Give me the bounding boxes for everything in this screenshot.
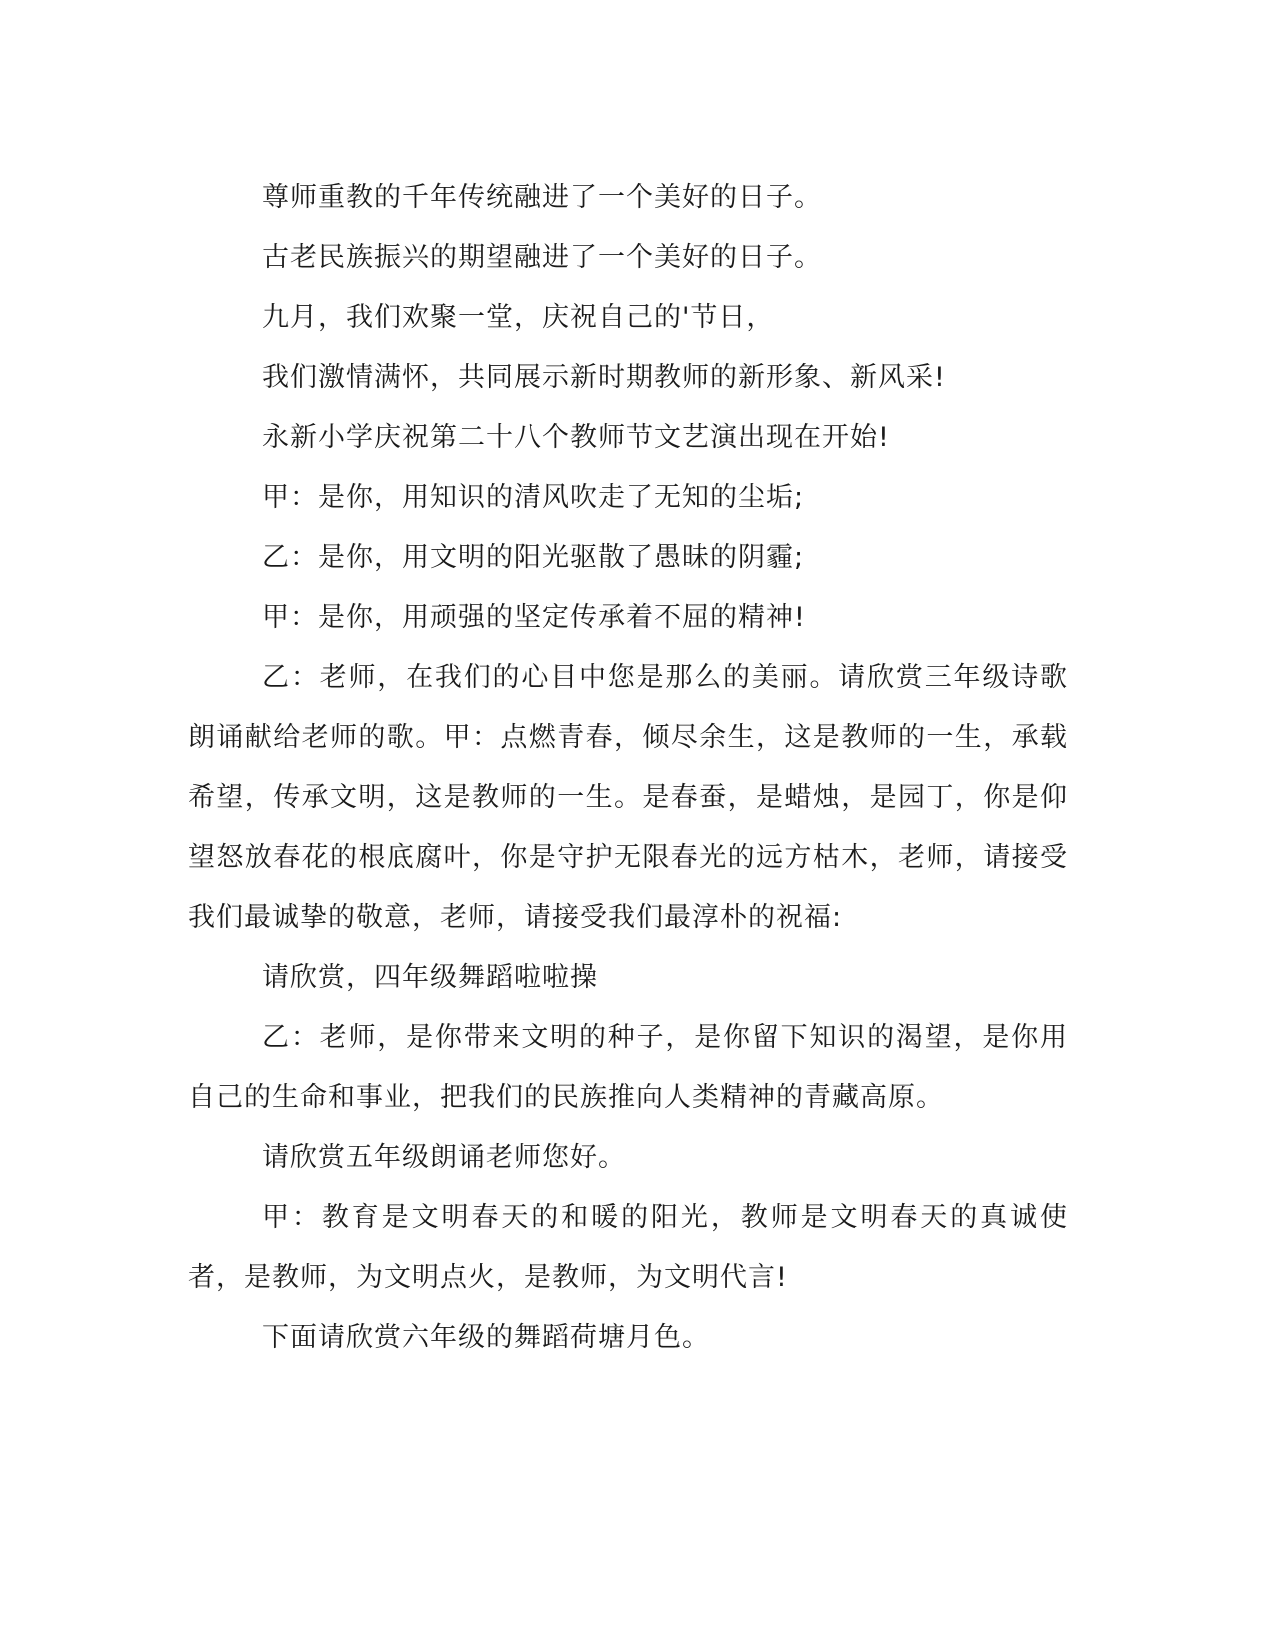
paragraph-6: 甲：是你，用知识的清风吹走了无知的尘垢; xyxy=(262,482,805,513)
paragraph-9: 乙：老师，在我们的心目中您是那么的美丽。请欣赏三年级诗歌朗诵献给老师的歌。甲：点燃青春，倾尽余生，这是教师的一生，承载希望，传承文明，这是教师的一生。是春蚕，是蜡烛，是园丁，你是仰望怒放春花的根底腐叶，你是守护无限春光的远方枯木，老师，请接受我们最诚挚的敬意，老师，请接受我们最淳朴的祝福: xyxy=(188,662,1068,933)
paragraph-3: 九月，我们欢聚一堂，庆祝自己的'节日， xyxy=(262,302,775,333)
paragraph-10: 请欣赏，四年级舞蹈啦啦操 xyxy=(262,962,598,993)
paragraph-5: 永新小学庆祝第二十八个教师节文艺演出现在开始! xyxy=(262,422,890,453)
paragraph-7: 乙：是你，用文明的阳光驱散了愚昧的阴霾; xyxy=(262,542,805,573)
paragraph-1: 尊师重教的千年传统融进了一个美好的日子。 xyxy=(262,182,822,213)
paragraph-4: 我们激情满怀，共同展示新时期教师的新形象、新风采! xyxy=(262,362,946,393)
paragraph-12: 请欣赏五年级朗诵老师您好。 xyxy=(262,1142,626,1173)
paragraph-2: 古老民族振兴的期望融进了一个美好的日子。 xyxy=(262,242,822,273)
paragraph-13: 甲：教育是文明春天的和暖的阳光，教师是文明春天的真诚使者，是教师，为文明点火，是教师，为文明代言! xyxy=(188,1202,1068,1293)
paragraph-8: 甲：是你，用顽强的坚定传承着不屈的精神! xyxy=(262,602,806,633)
paragraph-14: 下面请欣赏六年级的舞蹈荷塘月色。 xyxy=(262,1322,710,1353)
paragraph-11: 乙：老师，是你带来文明的种子，是你留下知识的渴望，是你用自己的生命和事业，把我们的民族推向人类精神的青藏高原。 xyxy=(188,1022,1068,1113)
document-body xyxy=(188,168,1068,1368)
